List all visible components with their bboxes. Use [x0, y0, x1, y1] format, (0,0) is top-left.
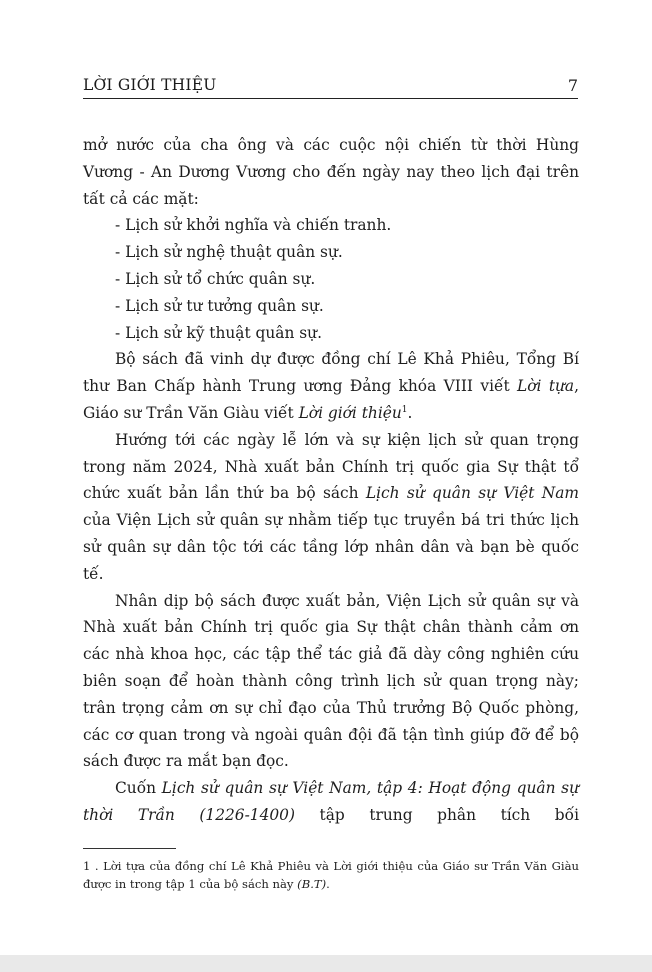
footnote-divider [83, 848, 176, 849]
paragraph-text: . [407, 403, 413, 422]
header-title: LỜI GIỚI THIỆU [83, 76, 217, 94]
list-item: - Lịch sử tổ chức quân sự. [115, 269, 316, 288]
footnote-text: Lời tựa của đồng chí Lê Khả Phiêu và Lời giới thiệu của Giáo sư Trần Văn Giàu được in trong tập 1 của bộ sách này [83, 859, 579, 891]
italic-volume-title: Lịch sử quân sự Việt Nam, tập 4: Hoạt động quân sự thời Trần (1226-1400) [83, 779, 579, 824]
page-number: 7 [567, 76, 578, 95]
list-item: - Lịch sử nghệ thuật quân sự. [115, 243, 343, 262]
paragraph-thanks: Nhân dịp bộ sách được xuất bản, Viện Lịch sử quân sự và Nhà xuất bản Chính trị quốc gia Sự thật chân thành cảm ơn các nhà khoa học, các tập thể tác giả đã dày công nghiên cứu biên soạn để hoàn thành công trình lịch sử quan trọng này; trân trọng cảm ơn sự chỉ đạo của Thủ trưởng Bộ Quốc phòng, các cơ quan trong và ngoài quân đội đã tận tình giúp đỡ để bộ sách được ra mắt bạn đọc. [83, 591, 579, 771]
body-text [83, 132, 579, 829]
italic-title-preface: Lời tựa [517, 377, 575, 396]
italic-book-title: Lịch sử quân sự Việt Nam [365, 484, 579, 503]
list-item: - Lịch sử khởi nghĩa và chiến tranh. [115, 216, 392, 235]
paragraph-text: của Viện Lịch sử quân sự nhằm tiếp tục truyền bá tri thức lịch sử quân sự dân tộc tới các tầng lớp nhân dân và bạn bè quốc tế. [83, 511, 579, 583]
list-item: - Lịch sử kỹ thuật quân sự. [115, 323, 322, 342]
paragraph-volume [83, 775, 579, 829]
footnote-ref[interactable]: 1 [401, 404, 408, 415]
paragraph-text: Hướng tới các ngày lễ lớn và sự kiện lịch sử quan trọng trong năm 2024, Nhà xuất bản Chính trị quốc gia Sự thật tổ chức xuất bản lần thứ ba bộ sách [83, 430, 579, 503]
paragraph-text: Bộ sách đã vinh dự được đồng chí Lê Khả Phiêu, Tổng Bí thư Ban Chấp hành Trung ương Đảng khóa VIII viết [83, 350, 579, 396]
footnote [83, 857, 579, 893]
paragraph-text: Cuốn [115, 779, 162, 798]
intro-paragraph: mở nước của cha ông và các cuộc nội chiến từ thời Hùng Vương - An Dương Vương cho đến ngày nay theo lịch đại trên tất cả các mặt: [83, 136, 579, 208]
paragraph-text: tập trung phân tích bối [294, 805, 579, 824]
footnote-italic: (B.T) [297, 877, 327, 891]
paragraph-publication [83, 427, 579, 588]
list-item: - Lịch sử tư tưởng quân sự. [115, 296, 324, 315]
footnote-text: . [326, 877, 330, 891]
footnote-number: 1 . [83, 859, 99, 873]
running-header [83, 76, 578, 99]
paragraph-preface [83, 346, 579, 426]
italic-title-introduction: Lời giới thiệu [298, 403, 402, 422]
paragraph-text: , Giáo sư Trần Văn Giàu viết [83, 377, 580, 422]
